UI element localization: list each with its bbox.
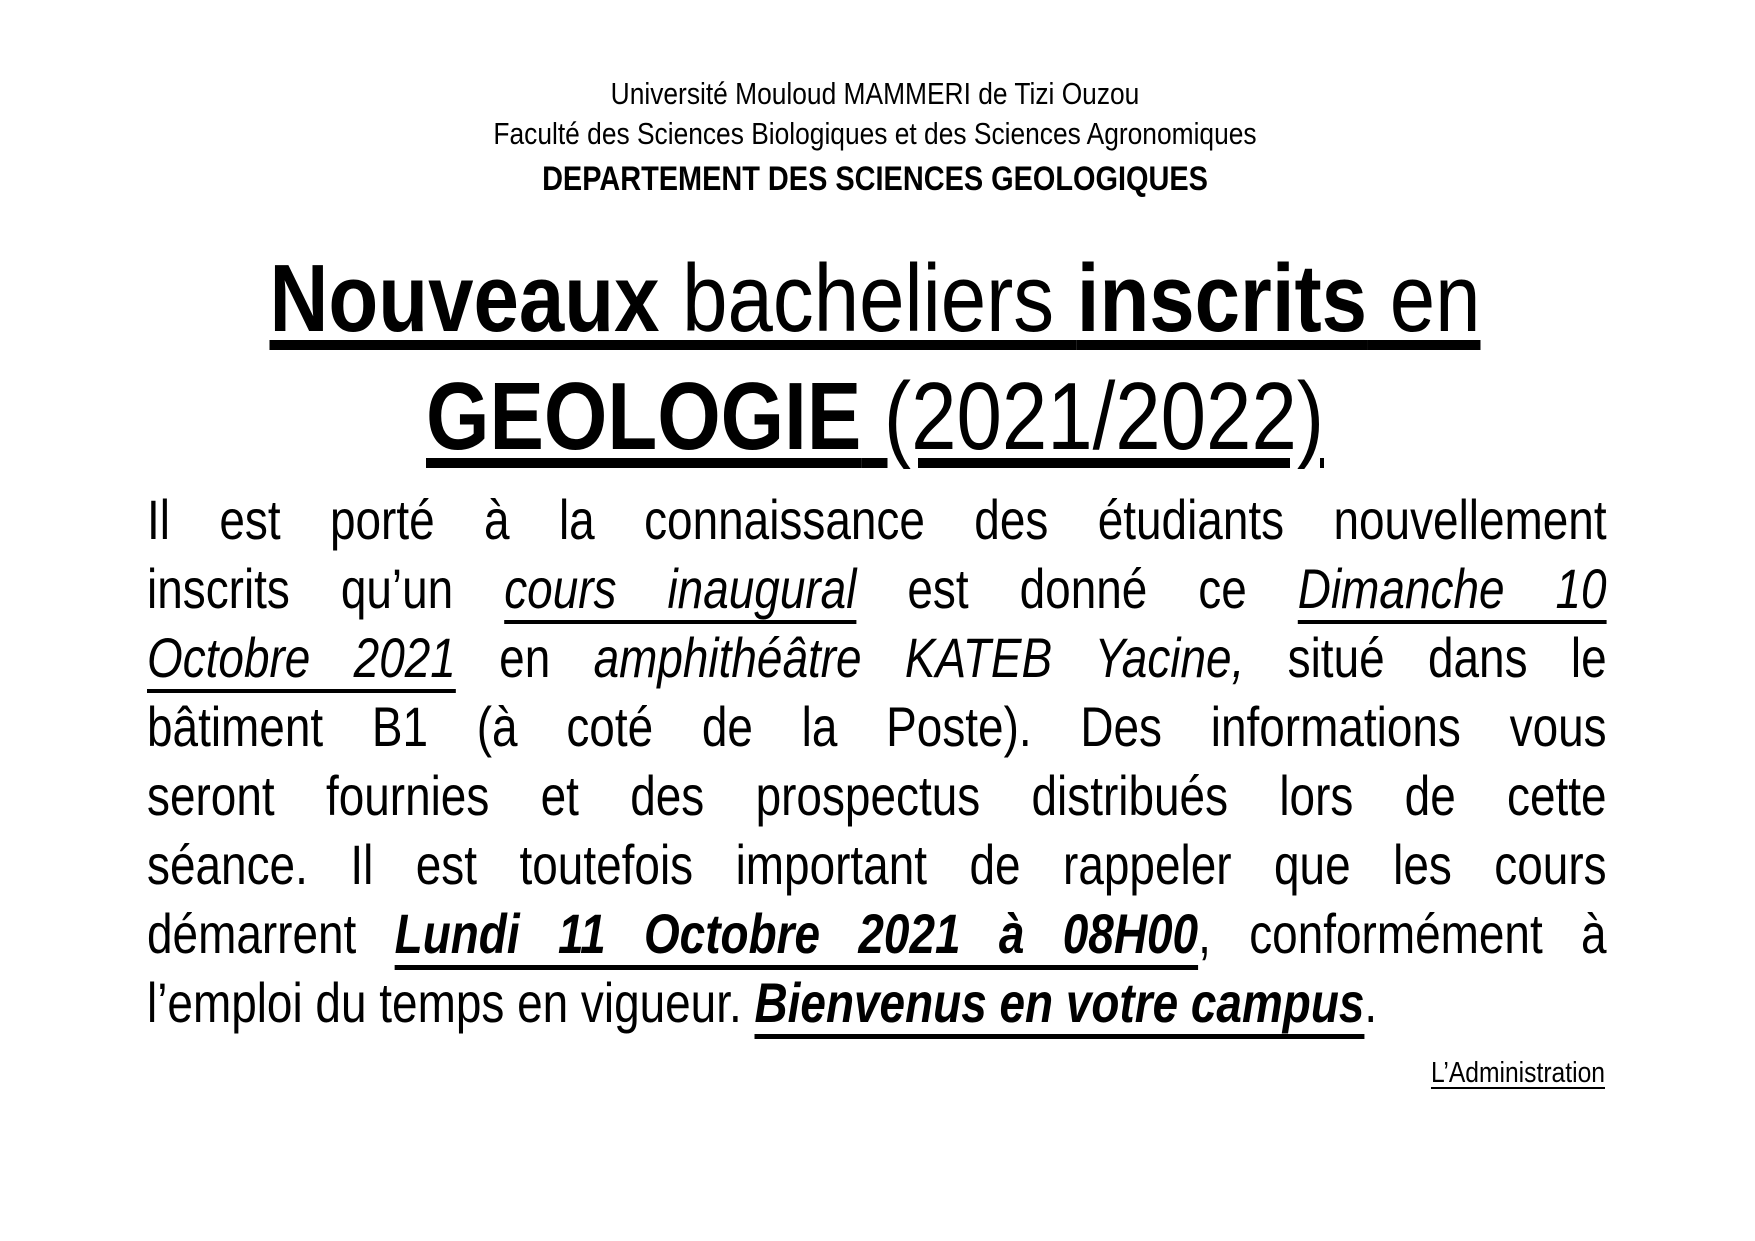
body-run: démarrent [147, 902, 395, 965]
body-run: bâtiment B1 (à coté de la Poste). Des informations vous [147, 695, 1607, 758]
body-line-6 [147, 830, 1607, 899]
title-run: GEOLOGIE [426, 363, 862, 470]
body-line-8 [147, 968, 1607, 1037]
announcement-title [145, 240, 1605, 476]
title-run: bacheliers [659, 245, 1077, 352]
announcement-body [147, 485, 1607, 1037]
signature-text: L’Administration [1430, 1057, 1605, 1089]
title-run: inscrits [1076, 245, 1368, 352]
title-run: en [1367, 245, 1481, 352]
body-run: situé dans le [1244, 626, 1607, 689]
body-run: Il est porté à la connaissance des étudiants nouvellement [147, 488, 1607, 551]
department-name: DEPARTEMENT DES SCIENCES GEOLOGIQUES [542, 160, 1208, 198]
document-header [145, 74, 1605, 204]
signature-line [364, 1055, 1605, 1091]
body-line-4 [147, 692, 1607, 761]
body-run: séance. Il est toutefois important de rappeler que les cours [147, 833, 1607, 896]
body-line-7 [147, 899, 1607, 968]
body-run: seront fournies et des prospectus distribués lors de cette [147, 764, 1607, 827]
body-run-date-lundi: Lundi 11 Octobre 2021 à 08H00 [394, 902, 1199, 965]
faculty-name: Faculté des Sciences Biologiques et des Sciences Agronomiques [493, 116, 1257, 151]
body-run: est donné ce [856, 557, 1298, 620]
title-run: Nouveaux [269, 245, 660, 352]
body-run-date-dimanche: Dimanche 10 [1297, 557, 1607, 620]
body-run: en [455, 626, 594, 689]
body-line-2 [147, 554, 1607, 623]
body-line-1 [147, 485, 1607, 554]
body-run: l’emploi du temps en vigueur. [147, 971, 755, 1034]
title-line-1 [255, 240, 1496, 358]
body-run: . [1364, 971, 1378, 1034]
body-run-bienvenus: Bienvenus en votre campus [754, 971, 1365, 1034]
title-run: (2021/2022) [861, 363, 1324, 470]
body-line-3 [147, 623, 1607, 692]
body-run-cours-inaugural: cours inaugural [504, 557, 857, 620]
body-run-date-octobre: Octobre 2021 [147, 626, 456, 689]
title-line-2 [255, 358, 1496, 476]
title-line-2-underline [426, 363, 1324, 470]
body-run: , conformément à [1198, 902, 1607, 965]
title-line-1-underline [270, 245, 1481, 352]
body-line-5 [147, 761, 1607, 830]
university-name: Université Mouloud MAMMERI de Tizi Ouzou [610, 76, 1140, 111]
body-run-amphitheatre: amphithéâtre KATEB Yacine, [593, 626, 1245, 689]
body-run: inscrits qu’un [147, 557, 505, 620]
